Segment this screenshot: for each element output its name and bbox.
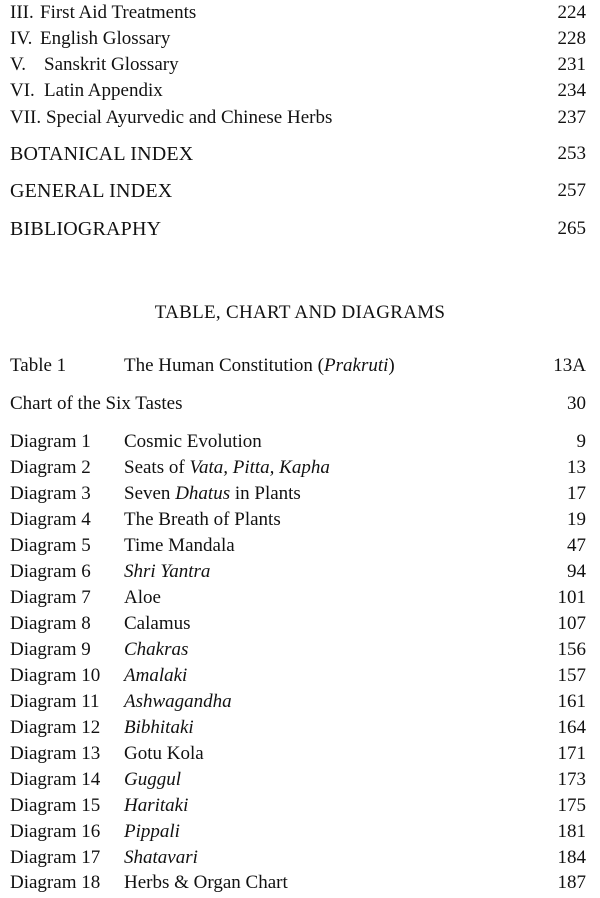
item-label: Diagram 8 bbox=[10, 613, 91, 634]
diagram-row bbox=[0, 455, 600, 481]
page-number: 231 bbox=[557, 54, 586, 75]
page-number: 237 bbox=[557, 107, 586, 128]
item-label: Diagram 13 bbox=[10, 743, 101, 764]
index-row bbox=[0, 178, 600, 204]
diagram-row bbox=[0, 611, 600, 637]
appendix-row bbox=[0, 52, 600, 78]
item-title: Amalaki bbox=[124, 665, 188, 686]
page-number: 228 bbox=[557, 28, 586, 49]
appendix-title: VI. Latin Appendix bbox=[10, 80, 163, 101]
page-number: 94 bbox=[567, 561, 586, 582]
appendix-row bbox=[0, 78, 600, 104]
index-title: BOTANICAL INDEX bbox=[10, 143, 194, 165]
item-title: Seats of Vata, Pitta, Kapha bbox=[124, 457, 330, 478]
item-title: Pippali bbox=[124, 821, 180, 842]
item-title: Chart of the Six Tastes bbox=[10, 393, 183, 414]
item-title: Seven Dhatus in Plants bbox=[124, 483, 301, 504]
appendix-title: VII. Special Ayurvedic and Chinese Herbs bbox=[10, 107, 333, 128]
diagram-row bbox=[0, 767, 600, 793]
diagram-row bbox=[0, 689, 600, 715]
item-label: Diagram 18 bbox=[10, 872, 101, 893]
item-title: Cosmic Evolution bbox=[124, 431, 262, 452]
page-number: 101 bbox=[557, 587, 586, 608]
diagram-row bbox=[0, 845, 600, 871]
diagram-row bbox=[0, 793, 600, 819]
appendix-row bbox=[0, 0, 600, 26]
page-number: 257 bbox=[557, 180, 586, 201]
item-title: Calamus bbox=[124, 613, 191, 634]
item-label: Diagram 14 bbox=[10, 769, 101, 790]
item-label: Table 1 bbox=[10, 355, 67, 376]
item-label: Diagram 15 bbox=[10, 795, 101, 816]
diagram-row bbox=[0, 870, 600, 896]
appendix-title: IV. English Glossary bbox=[10, 28, 171, 49]
page-number: 13 bbox=[567, 457, 586, 478]
appendix-row bbox=[0, 26, 600, 52]
index-row bbox=[0, 216, 600, 242]
page-number: 47 bbox=[567, 535, 586, 556]
item-label: Diagram 5 bbox=[10, 535, 91, 556]
page-number: 9 bbox=[576, 431, 586, 452]
page-number: 224 bbox=[557, 2, 586, 23]
item-label: Diagram 10 bbox=[10, 665, 101, 686]
diagram-row bbox=[0, 533, 600, 559]
item-label: Diagram 6 bbox=[10, 561, 91, 582]
item-title: The Breath of Plants bbox=[124, 509, 281, 530]
page-number: 107 bbox=[557, 613, 586, 634]
diagram-row bbox=[0, 715, 600, 741]
item-title: Herbs & Organ Chart bbox=[124, 872, 288, 893]
appendix-row bbox=[0, 105, 600, 131]
item-title: Bibhitaki bbox=[124, 717, 194, 738]
diagram-row bbox=[0, 429, 600, 455]
page-number: 156 bbox=[557, 639, 586, 660]
diagram-row bbox=[0, 741, 600, 767]
diagram-row bbox=[0, 663, 600, 689]
page-number: 265 bbox=[557, 218, 586, 239]
page-number: 13A bbox=[553, 355, 586, 376]
item-label: Diagram 7 bbox=[10, 587, 91, 608]
index-title: GENERAL INDEX bbox=[10, 180, 173, 202]
item-title: Gotu Kola bbox=[124, 743, 204, 764]
page-number: 164 bbox=[557, 717, 586, 738]
diagram-row bbox=[0, 481, 600, 507]
item-label: Diagram 16 bbox=[10, 821, 101, 842]
page-number: 157 bbox=[557, 665, 586, 686]
item-title: Aloe bbox=[124, 587, 161, 608]
appendix-title: V. Sanskrit Glossary bbox=[10, 54, 179, 75]
diagram-row bbox=[0, 637, 600, 663]
item-label: Diagram 12 bbox=[10, 717, 101, 738]
item-label: Diagram 4 bbox=[10, 509, 91, 530]
diagram-row bbox=[0, 819, 600, 845]
page-number: 181 bbox=[557, 821, 586, 842]
item-title: Haritaki bbox=[124, 795, 189, 816]
item-title: The Human Constitution (Prakruti) bbox=[124, 355, 395, 376]
item-title: Time Mandala bbox=[124, 535, 235, 556]
page-number: 187 bbox=[557, 872, 586, 893]
item-title: Shatavari bbox=[124, 847, 198, 868]
index-title: BIBLIOGRAPHY bbox=[10, 218, 162, 240]
item-title: Ashwagandha bbox=[124, 691, 232, 712]
item-label: Diagram 3 bbox=[10, 483, 91, 504]
page-number: 184 bbox=[557, 847, 586, 868]
page-number: 17 bbox=[567, 483, 586, 504]
page-number: 173 bbox=[557, 769, 586, 790]
appendix-title: III. First Aid Treatments bbox=[10, 2, 197, 23]
section-title: TABLE, CHART AND DIAGRAMS bbox=[154, 302, 446, 323]
page-number: 30 bbox=[567, 393, 586, 414]
page-number: 234 bbox=[557, 80, 586, 101]
diagram-row bbox=[0, 507, 600, 533]
table-row bbox=[0, 353, 600, 379]
item-label: Diagram 9 bbox=[10, 639, 91, 660]
item-label: Diagram 17 bbox=[10, 847, 101, 868]
page-number: 253 bbox=[557, 143, 586, 164]
item-title: Chakras bbox=[124, 639, 189, 660]
item-title: Shri Yantra bbox=[124, 561, 211, 582]
item-label: Diagram 11 bbox=[10, 691, 100, 712]
page-number: 175 bbox=[557, 795, 586, 816]
diagram-row bbox=[0, 559, 600, 585]
index-row bbox=[0, 141, 600, 167]
page-number: 19 bbox=[567, 509, 586, 530]
chart-row bbox=[0, 391, 600, 417]
diagram-row bbox=[0, 585, 600, 611]
item-label: Diagram 2 bbox=[10, 457, 91, 478]
page-number: 161 bbox=[557, 691, 586, 712]
item-title: Guggul bbox=[124, 769, 181, 790]
page-number: 171 bbox=[557, 743, 586, 764]
item-label: Diagram 1 bbox=[10, 431, 91, 452]
